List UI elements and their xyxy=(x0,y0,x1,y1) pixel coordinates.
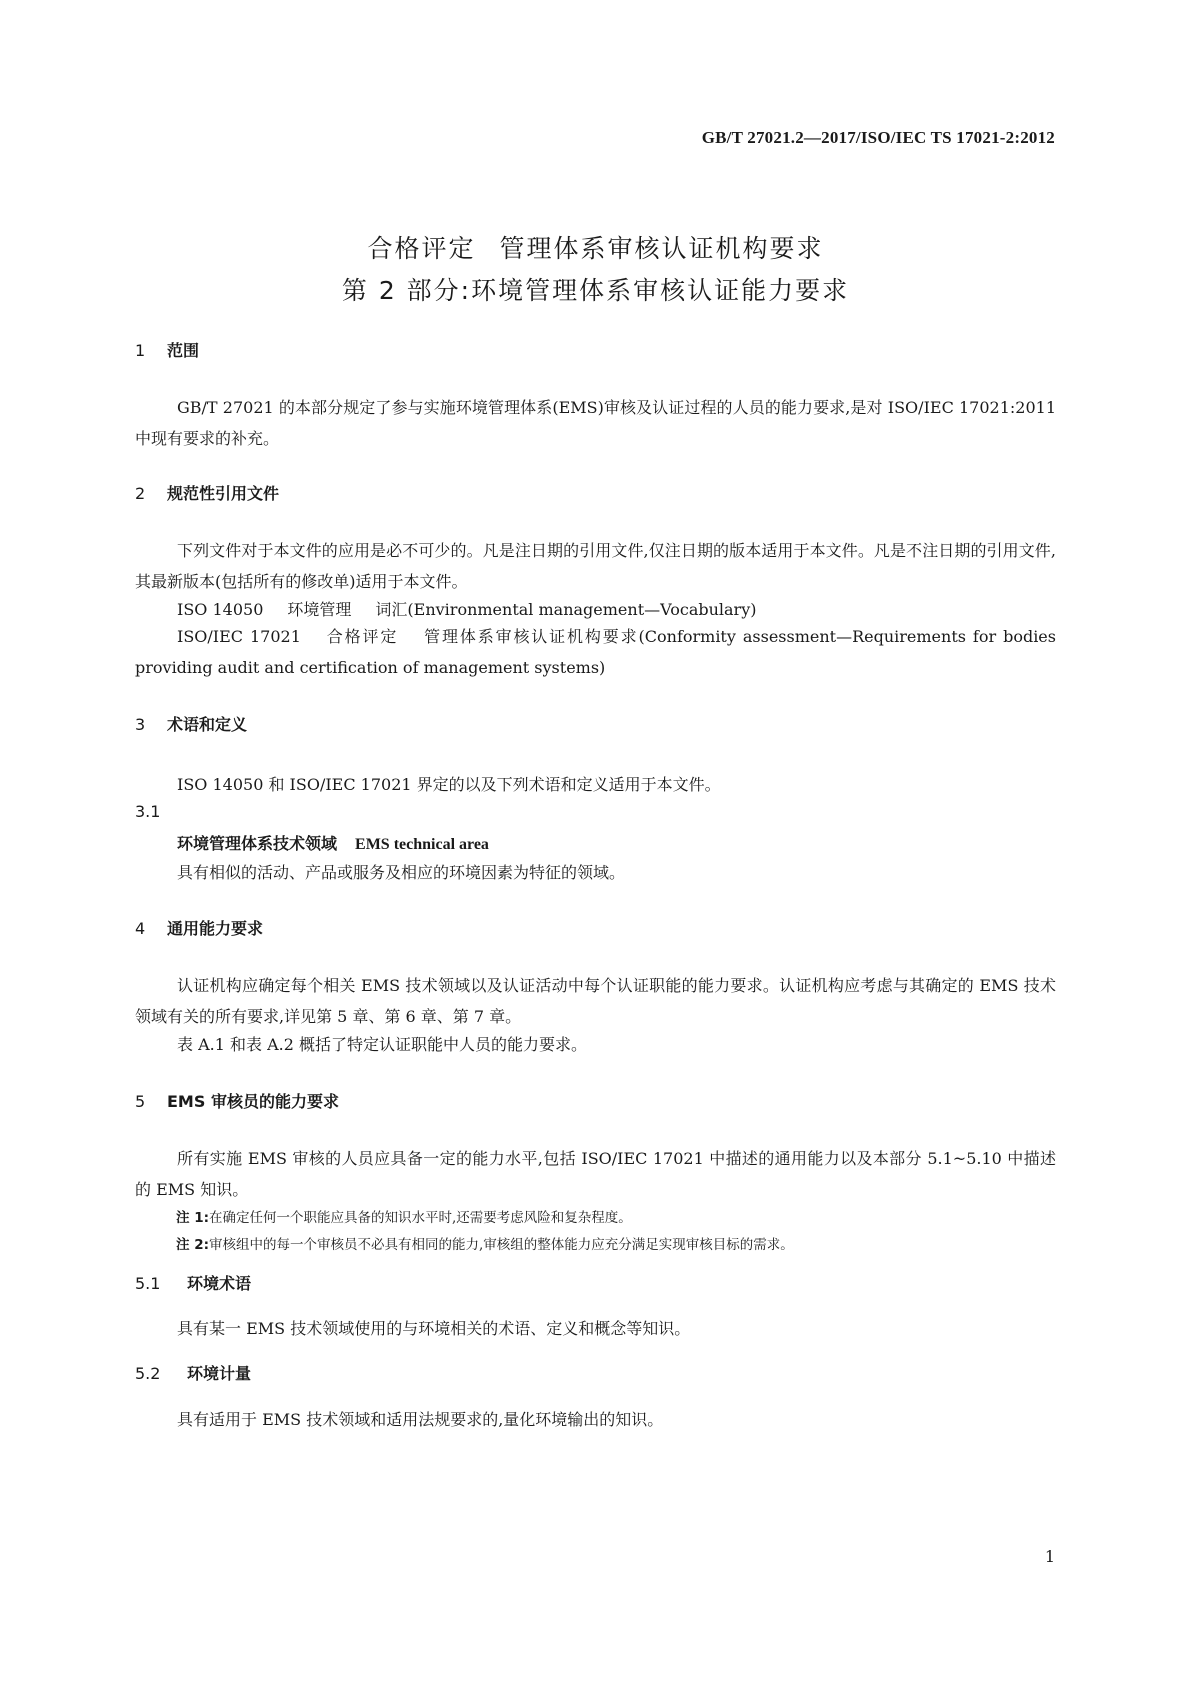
reference-iso-iec-17021 xyxy=(135,621,1056,683)
section-5-2-paragraph: 具有适用于 EMS 技术领域和适用法规要求的,量化环境输出的知识。 xyxy=(177,1410,664,1429)
title-part-b: 管理体系审核认证机构要求 xyxy=(499,234,824,263)
section-number: 4 xyxy=(135,919,146,938)
term-entry xyxy=(177,831,489,854)
section-title: 术语和定义 xyxy=(167,715,248,734)
section-2-paragraph: 下列文件对于本文件的应用是必不可少的。凡是注日期的引用文件,仅注日期的版本适用于本文件。凡是不注日期的引用文件,其最新版本(包括所有的修改单)适用于本文件。 xyxy=(135,541,1056,591)
document-title-line-1 xyxy=(0,229,1191,265)
section-2-heading xyxy=(135,481,279,504)
section-5-paragraph: 所有实施 EMS 审核的人员应具备一定的能力水平,包括 ISO/IEC 17021 中描述的通用能力以及本部分 5.1~5.10 中描述的 EMS 知识。 xyxy=(135,1149,1056,1199)
term-number: 3.1 xyxy=(135,802,161,821)
reference-title-b: 管理体系审核认证机构要求(Conformity assessment—Requirements for bodies providing audit and certification of management systems) xyxy=(135,627,1056,677)
term-definition: 具有相似的活动、产品或服务及相应的环境因素为特征的领域。 xyxy=(177,863,626,882)
section-number: 3 xyxy=(135,715,146,734)
section-number: 2 xyxy=(135,484,146,503)
note-label: 注 2: xyxy=(176,1237,209,1253)
reference-title-a: 环境管理 xyxy=(287,600,352,619)
reference-code: ISO/IEC 17021 xyxy=(177,627,301,646)
reference-iso-14050 xyxy=(177,597,757,620)
section-title: 规范性引用文件 xyxy=(167,484,280,503)
section-3-paragraph: ISO 14050 和 ISO/IEC 17021 界定的以及下列术语和定义适用于本文件。 xyxy=(177,775,721,794)
section-title: 环境术语 xyxy=(187,1274,252,1293)
section-4-heading xyxy=(135,916,263,939)
section-number: 5.1 xyxy=(135,1274,161,1293)
title-part-a: 合格评定 xyxy=(367,234,476,263)
standard-code: GB/T 27021.2—2017/ISO/IEC TS 17021-2:2012 xyxy=(701,128,1055,147)
section-title: 范围 xyxy=(167,341,200,360)
section-number: 1 xyxy=(135,341,146,360)
reference-title-a: 合格评定 xyxy=(324,627,399,646)
section-number: 5.2 xyxy=(135,1364,161,1383)
section-number: 5 xyxy=(135,1092,146,1111)
section-title: 通用能力要求 xyxy=(167,919,264,938)
reference-code: ISO 14050 xyxy=(177,600,264,619)
reference-title-b: 词汇(Environmental management—Vocabulary) xyxy=(375,600,757,619)
note-label: 注 1: xyxy=(176,1210,209,1226)
section-5-2-heading xyxy=(135,1361,251,1384)
section-1-paragraph: GB/T 27021 的本部分规定了参与实施环境管理体系(EMS)审核及认证过程的人员的能力要求,是对 ISO/IEC 17021:2011 中现有要求的补充。 xyxy=(135,398,1056,448)
note-2 xyxy=(176,1233,794,1253)
section-1-heading xyxy=(135,338,199,361)
term-chinese: 环境管理体系技术领域 xyxy=(177,834,338,853)
section-4-paragraph-1: 认证机构应确定每个相关 EMS 技术领域以及认证活动中每个认证职能的能力要求。认证机构应考虑与其确定的 EMS 技术领域有关的所有要求,详见第 5 章、第 6 章、第 7 章。 xyxy=(135,976,1056,1026)
document-title-line-2: 第 2 部分:环境管理体系审核认证能力要求 xyxy=(341,276,850,305)
term-english: EMS technical area xyxy=(355,836,489,853)
section-5-1-heading xyxy=(135,1271,251,1294)
section-4-paragraph-2: 表 A.1 和表 A.2 概括了特定认证职能中人员的能力要求。 xyxy=(177,1035,587,1054)
note-text: 在确定任何一个职能应具备的知识水平时,还需要考虑风险和复杂程度。 xyxy=(209,1210,632,1226)
section-3-heading xyxy=(135,712,247,735)
note-1 xyxy=(176,1206,632,1226)
section-5-1-paragraph: 具有某一 EMS 技术领域使用的与环境相关的术语、定义和概念等知识。 xyxy=(177,1319,691,1338)
page-number: 1 xyxy=(1044,1547,1055,1566)
section-title: 环境计量 xyxy=(187,1364,252,1383)
section-5-heading xyxy=(135,1089,339,1112)
section-title: EMS 审核员的能力要求 xyxy=(167,1092,339,1111)
note-text: 审核组中的每一个审核员不必具有相同的能力,审核组的整体能力应充分满足实现审核目标的需求。 xyxy=(209,1237,794,1253)
